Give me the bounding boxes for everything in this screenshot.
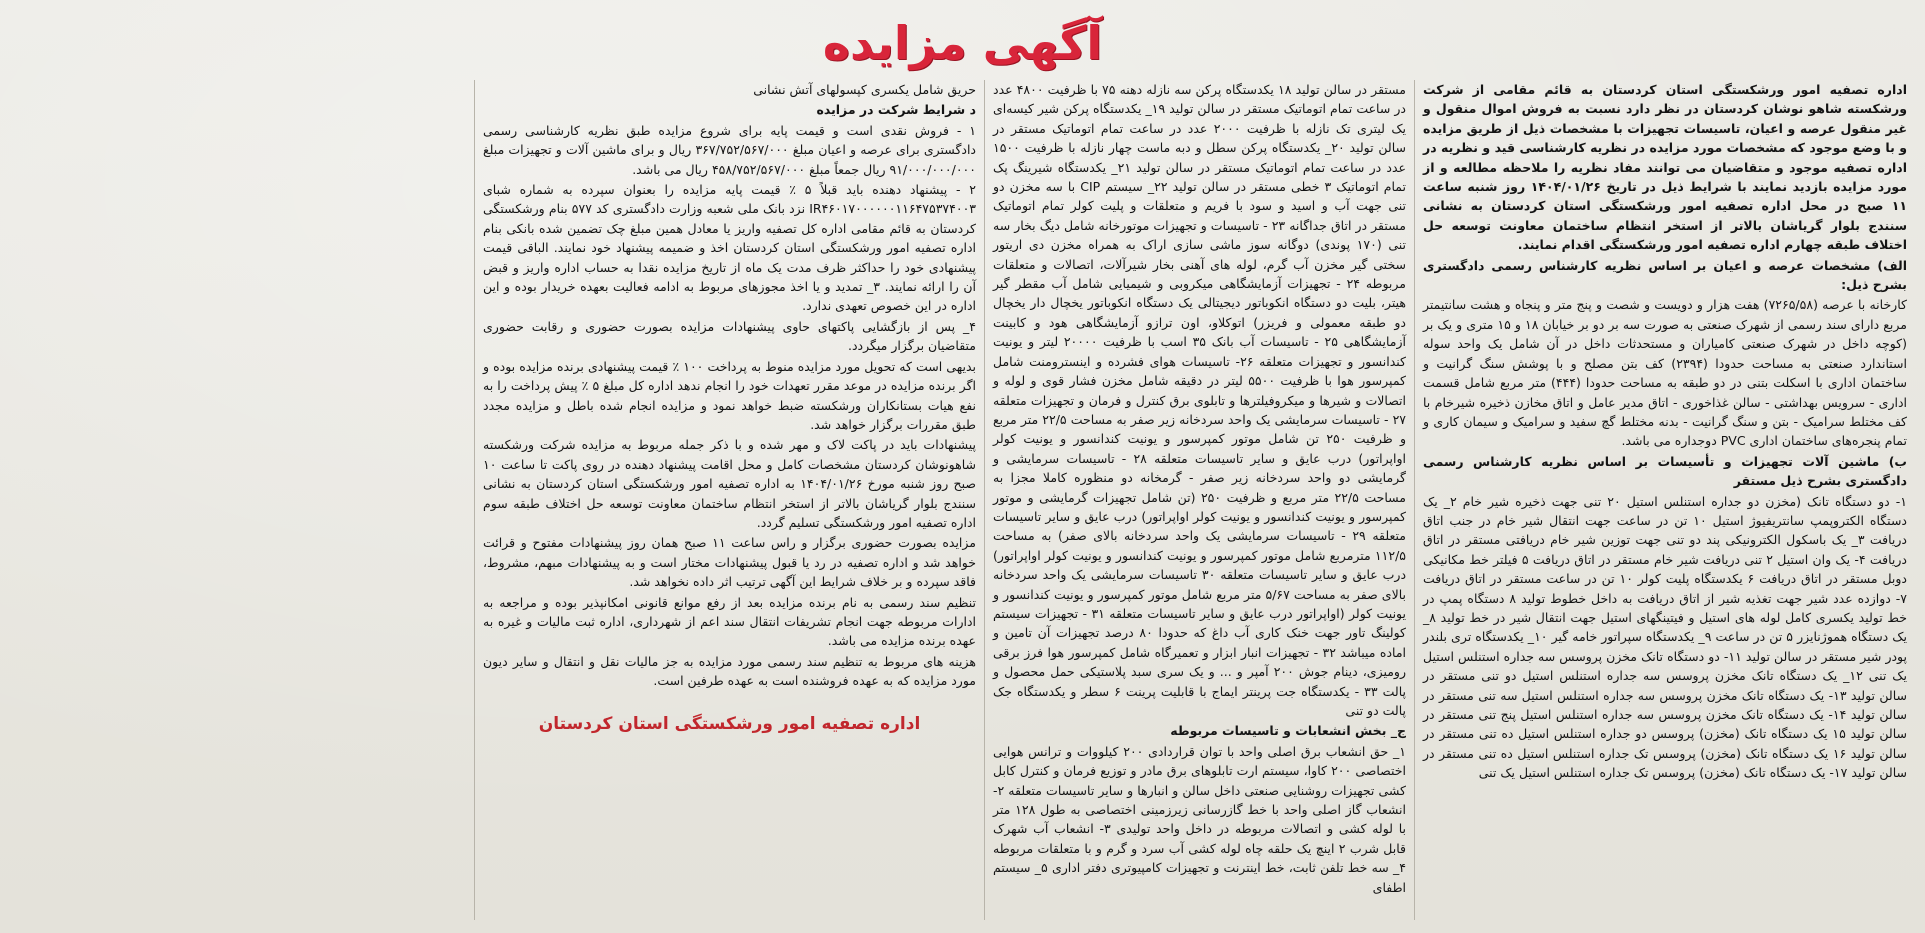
condition-2: ۲ - پیشنهاد دهنده باید قبلاً ۵ ٪ قیمت پایه مزایده را بعنوان سپرده به شماره شبای IR۴۶۰۱۷۰۰۰۰۰۰۱۱۶۴۷۵۳۷۴۰۰۳ نزد بانک ملی شعبه وزارت دادگستری کد ۵۷۷ بنام ورشکستگی کردستان به قائم مقامی اداره کل تصفیه واریز یا معادل همین مبلغ چک تضمین شده بانکی بنام اداره تصفیه امور ورشکستگی استان کردستان اخذ و ضمیمه پیشنهاد خود نمایند. الباقی قیمت پیشنهادی خود را حداکثر ظرف مدت یک ماه از تاریخ مزایده نقدا به حساب اداره واریز و قبض آن را ارائه نمایند. ۳_ تمدید و یا اخذ مجوزهای مربوط به ادامه فعالیت بعهده خریدار بوده و این اداره در این خصوص تعهدی ندارد. — [483, 182, 976, 314]
text-columns — [10, 80, 1915, 920]
section-a-heading: الف) مشخصات عرصه و اعیان بر اساس نظریه کارشناس رسمی دادگستری بشرح ذیل: — [1423, 257, 1907, 293]
equipment-list-part-2: مستقر در سالن تولید ۱۸ یکدستگاه پرکن سه نازله دهنه ۷۵ با ظرفیت ۴۸۰۰ عدد در ساعت تمام اتوماتیک مستقر در سالن تولید ۱۹_ یکدستگاه پرکن شیر کیسه‌ای یک لیتری تک نازله با ظرفیت ۲۰۰۰ عدد در ساعت تمام اتوماتیک مستقر در سالن تولید ۲۰_ یکدستگاه پرکن سطل و دبه ماست چهار نازله با ظرفیت ۱۵۰۰ عدد در ساعت تمام اتوماتیک مستقر در سالن تولید ۲۱_ یکدستگاه شیرینگ پک تمام اتوماتیک ۳ خطی مستقر در سالن تولید ۲۲_ سیستم CIP با سه مخزن دو تنی جهت آب و اسید و سود با فریم و متعلقات و پلیت کولر تمام اتوماتیک مستقر در اتاق جداگانه ۲۳ - تاسیسات و تجهیزات موتورخانه شامل دیگ بخار سه تنی (۱۷۰ پوندی) دوگانه سوز ماشی سازی اراک به همراه مخزن دی اریتور سختی گیر مخزن آب گرم، لوله های آهنی بخار شیرآلات، اتصالات و متعلقات مربوطه ۲۴ - تجهیزات آزمایشگاهی میکروبی و شیمیایی شامل آب مقطر گیر هیتر، بلیت دو دستگاه انکوباتور دیجیتالی یک دستگاه انکوباتور یخچال دار یخچال دو طبقه معمولی و فریزر) اتوکلاو، اون ترازو آزمایشگاهی هود و کابینت آزمایشگاهی ۲۵ - تاسیسات آب بانک ۳۵ اسب با ظرفیت ۲۰۰۰۰ لیتر و یونیت کندانسور و تجهیزات متعلقه ۲۶- تاسیسات هوای فشرده و اینسترومنت شامل کمپرسور هوا با ظرفیت ۵۵۰۰ لیتر در دقیقه شامل مخزن فشار قوی و لوله و اتصالات و شیرها و میکروفیلترها و تابلوی برق کنترل و فرمان و تجهیزات متعلقه ۲۷ - تاسیسات سرمایشی یک واحد سردخانه زیر صفر به مساحت ۲۲/۵ متر مربع و ظرفیت ۲۵۰ تن شامل موتور کمپرسور و یونیت کندانسور و یونیت کولر اواپراتور) درب عایق و سایر تاسیسات متعلقه ۲۸ - تاسیسات سرمایشی و گرمایشی دو واحد سردخانه زیر صفر - گرمخانه دو منظوره کاملا مجزا به مساحت ۲۲/۵ متر مربع و ظرفیت ۲۵۰ (تن شامل تجهیزات گرمایشی و موتور کمپرسور و یونیت کندانسور و یونیت کولر اواپراتور) درب عایق و سایر تاسیسات متعلقه ۲۹ - تاسیسات سرمایشی یک واحد سردخانه بالای صفر) به مساحت ۱۱۲/۵ مترمربع شامل موتور کمپرسور و یونیت کندانسور و یونیت کولر اواپراتور) درب عایق و سایر تاسیسات متعلقه ۳۰ تاسیسات سرمایشی یک واحد سردخانه بالای صفر به مساحت ۵/۶۷ متر مربع شامل موتور کمپرسور و یونیت کندانسور و یونیت کولر (اواپراتور درب عایق و سایر تاسیسات متعلقه ۳۱ - تجهیزات سیستم کولینگ تاور جهت خنک کاری آب داغ که حدودا ۸۰ درصد تجهیزات آن تامین و اماده میباشد ۳۲ - تجهیزات انبار ابزار و تعمیرگاه شامل کمپرسور هوا فرز برقی رومیزی، دینام جوش ۲۰۰ آمپر و ... و یک سری سبد پلاستیکی حمل محصول و پالت ۳۳ - یکدستگاه جت پرینتر ایماج با قابلیت پرینت ۶ سطر و یکدستگاه جک پالت دو تنی — [993, 82, 1407, 718]
column-3 — [475, 80, 985, 920]
column-4-blank — [10, 80, 475, 920]
equipment-list-part-1: ۱- دو دستگاه تانک (مخزن دو جداره استنلس استیل ۲۰ تنی جهت ذخیره شیر خام ۲_ یک دستگاه الکتروپمپ سانتریفیوژ استیل ۱۰ تن در ساعت جهت انتقال شیر خام در جنب اتاق دریافت ۳_ یک باسکول الکترونیکی پند دو تنی جهت توزین شیر خام دریافتی مستقر در اتاق دریافت ۴- یک وان استیل ۲ تنی دریافت شیر خام مستقر در اتاق دریافت ۵ فیلتر خط مکانیکی دوبل مستقر در اتاق دریافت ۶ یکدستگاه پلیت کولر ۱۰ تن در ساعت مستقر در اتاق دریافت ۷- دوازده عدد شیر جهت تغذیه شیر از اتاق دریافت به داخل خطوط تولید ۸ دستگاه پمپ در خط تولید یکسری کامل لوله های استیل و فیتینگهای استیل جهت انتقال شیر در خط تولید ۸_ یک دستگاه هموژنایزر ۵ تن در ساعت ۹_ یکدستگاه سپراتور خامه گیر ۱۰_ یکدستگاه تری بلندر پودر شیر مستقر در سالن تولید ۱۱- دو دستگاه تانک مخزن پروسس سه جداره استنلس استیل یک تنی ۱۲_ یک دستگاه تانک مخزن پروسس سه جداره استنلس استیل دو تنی مستقر در سالن تولید ۱۳- یک دستگاه تانک مخزن پروسس سه جداره استنلس استیل سه تنی مستقر در سالن تولید ۱۴- یک دستگاه تانک مخزن پروسس سه جداره استنلس استیل پنج تنی مستقر در سالن تولید ۱۵ یک دستگاه تانک (مخزن) پروسس دو جداره استنلس استیل ده تنی مستقر در سالن تولید ۱۶ یک دستگاه تانک (مخزن) پروسس تک جداره استنلس استیل ده تنی مستقر در سالن تولید ۱۷- یک دستگاه تانک (مخزن) پروسس تک جداره استنلس استیل یک تنی — [1423, 493, 1908, 781]
title-band — [10, 6, 1915, 80]
condition-1: ۱ - فروش نقدی است و قیمت پایه برای شروع مزایده طبق نظریه کارشناسی رسمی دادگستری برای عرصه و اعیان مبلغ ۳۶۷/۷۵۲/۵۶۷/۰۰۰ ریال و برای ماشین آلات و تجهیزات مبلغ ۹۱/۰۰۰/۰۰۰/۰۰۰ ریال جمعاً مبلغ ۴۵۸/۷۵۲/۵۶۷/۰۰۰ ریال می باشد. — [483, 122, 976, 177]
condition-delivery: بدیهی است که تحویل مورد مزایده منوط به پرداخت ۱۰۰ ٪ قیمت پیشنهادی برنده مزایده بوده و اگر برنده مزایده در موعد مقرر تعهدات خود را انجام ندهد اداره کل مبلغ ۵ ٪ پیش پرداخت را به نفع هیات بستانکاران ورشکسته ضبط خواهد نمود و مزایده انجام شده باطل و مزایده مجدد طبق مقررات برگزار خواهد شد. — [483, 358, 976, 432]
section-d-heading: د شرایط شرکت در مزایده — [816, 102, 976, 118]
condition-4: ۴_ پس از بازگشایی پاکتهای حاوی پیشنهادات مزایده بصورت حضوری و رقابت حضوری متقاضیان برگزار میگردد. — [483, 318, 976, 354]
section-b-heading: ب) ماشین آلات تجهیزات و تأسیسات بر اساس نظریه کارشناس رسمی دادگستری بشرح ذیل مستقر — [1423, 453, 1907, 489]
intro-paragraph: اداره تصفیه امور ورشکستگی استان کردستان به قائم مقامی از شرکت ورشکسته شاهو نوشان کردستان در نظر دارد نسبت به فروش اموال منقول و غیر منقول عرصه و اعیان، تاسیسات تجهیزات با مشخصات ذیل از طریق مزایده و با وضع موجود که مشخصات مورد مزایده در نظریه کارشناسی قید و نظریه در اداره تصفیه موجود و متقاضیان می توانند مفاد نظریه را ملاحظه مطالعه و از مورد مزایده بازدید نمایند با شرایط ذیل در تاریخ ۱۴۰۴/۰۱/۲۶ روز شنبه ساعت ۱۱ صبح در محل اداره تصفیه امور ورشکستگی استان کردستان به نشانی سنندج بلوار گریاشان بالاتر از استخر انتظام ساختمان معاونت توسعه حل اختلاف طبقه چهارم اداره تصفیه امور ورشکستگی اقدام نمایند. — [1423, 82, 1907, 253]
auction-notice-title: آگهی مزایده — [822, 16, 1103, 70]
column-1 — [1415, 80, 1915, 920]
section-c-heading: ج_ بخش انشعابات و تاسیسات مربوطه — [1170, 723, 1406, 739]
property-description: کارخانه با عرصه (۷۲۶۵/۵۸) هفت هزار و دویست و شصت و پنج متر و پنجاه و هشت سانتیمتر مربع دارای سند رسمی از شهرک صنعتی به صورت سه بر دو بر خیابان ۱۸ و ۱۵ متری و یک بر (کوچه داخل در شهرک صنعتی کامیاران و مستحدثات داخل در آن شامل یک واحد سوله استاندارد صنعتی به مساحت حدودا (۲۳۹۴) کف بتن مصلح و با پوشش سنگ گرانیت و ساختمان اداری با اسکلت بتنی در دو طبقه به مساحت حدودا (۴۴۴) متر مربع شامل قسمت اداری - سرویس بهداشتی - سالن غذاخوری - اتاق مدیر عامل و اتاق مخازن ذخیره شیرخام با کف مختلط سرامیک - بتن و سنگ گرانیت - بدنه مختلط گچ سفید و سرامیک و سیمان کاری و تمام پنجره‌های ساختمان اداری PVC دوجداره می باشد. — [1423, 297, 1907, 449]
condition-deed: تنظیم سند رسمی به نام برنده مزایده بعد از رفع موانع قانونی امکانپذیر بوده و مراجعه به ادارات مربوطه جهت انجام تشریفات انتقال سند اعم از شهرداری، اداره ثبت مالیات و غیره به عهده برنده مزایده می باشد. — [483, 594, 976, 649]
column-2 — [985, 80, 1415, 920]
condition-opening: مزایده بصورت حضوری برگزار و راس ساعت ۱۱ صبح همان روز پیشنهادات مفتوح و قرائت خواهد شد و اداره تصفیه در رد یا قبول پیشنهادات مختار است و به پیشنهادات مبهم، مشروط، فاقد سپرده و بر خلاف شرایط این آگهی ترتیب اثر داده نخواهد شد. — [483, 535, 977, 590]
utilities-list: ۱_ حق انشعاب برق اصلی واحد با توان قراردادی ۲۰۰ کیلووات و ترانس هوایی اختصاصی ۲۰۰ کاوا، سیستم ارت تابلوهای برق مادر و توزیع فرمان و کنترل کابل کشی تجهیزات روشنایی صنعتی داخل سالن و انبارها و سایر تاسیسات متعلقه ۲- انشعاب گاز اصلی واحد با خط گازرسانی زیرزمینی اختصاصی به طول ۱۲۸ متر با لوله کشی و اتصالات مربوطه در داخل واحد تولیدی ۳- انشعاب آب شهرک قابل شرب ۲ اینچ یک حلقه چاه لوله کشی آب سرد و گرم و با متعلقات مربوطه ۴_ سه خط تلفن ثابت، خط اینترنت و تجهیزات کامپیوتری دفتر اداری ۵_ سیستم اطفای — [993, 743, 1407, 895]
condition-costs: هزینه های مربوط به تنظیم سند رسمی مورد مزایده به جز مالیات نقل و انتقال و سایر دیون مورد مزایده که به عهده فروشنده است به عهده طرفین است. — [483, 653, 976, 689]
condition-sealed-bids: پیشنهادات باید در پاکت لاک و مهر شده و با ذکر جمله مربوط به مزایده شرکت ورشکسته شاهونوشان کردستان مشخصات کامل و محل اقامت پیشنهاد دهنده در روی پاکت تا ساعت ۱۰ صبح روز شنبه مورخ ۱۴۰۴/۰۱/۲۶ به اداره تصفیه امور ورشکستگی استان کردستان به نشانی سنندج بلوار گریاشان بالاتر از استخر انتظام ساختمان معاونت توسعه حل اختلاف طبقه سوم اداره تصفیه امور ورشکستگی تسلیم گردد. — [483, 437, 977, 530]
signature: اداره تصفیه امور ورشکستگی استان کردستان — [538, 713, 921, 734]
fire-system-text: حریق شامل یکسری کپسولهای آتش نشانی — [753, 82, 976, 97]
